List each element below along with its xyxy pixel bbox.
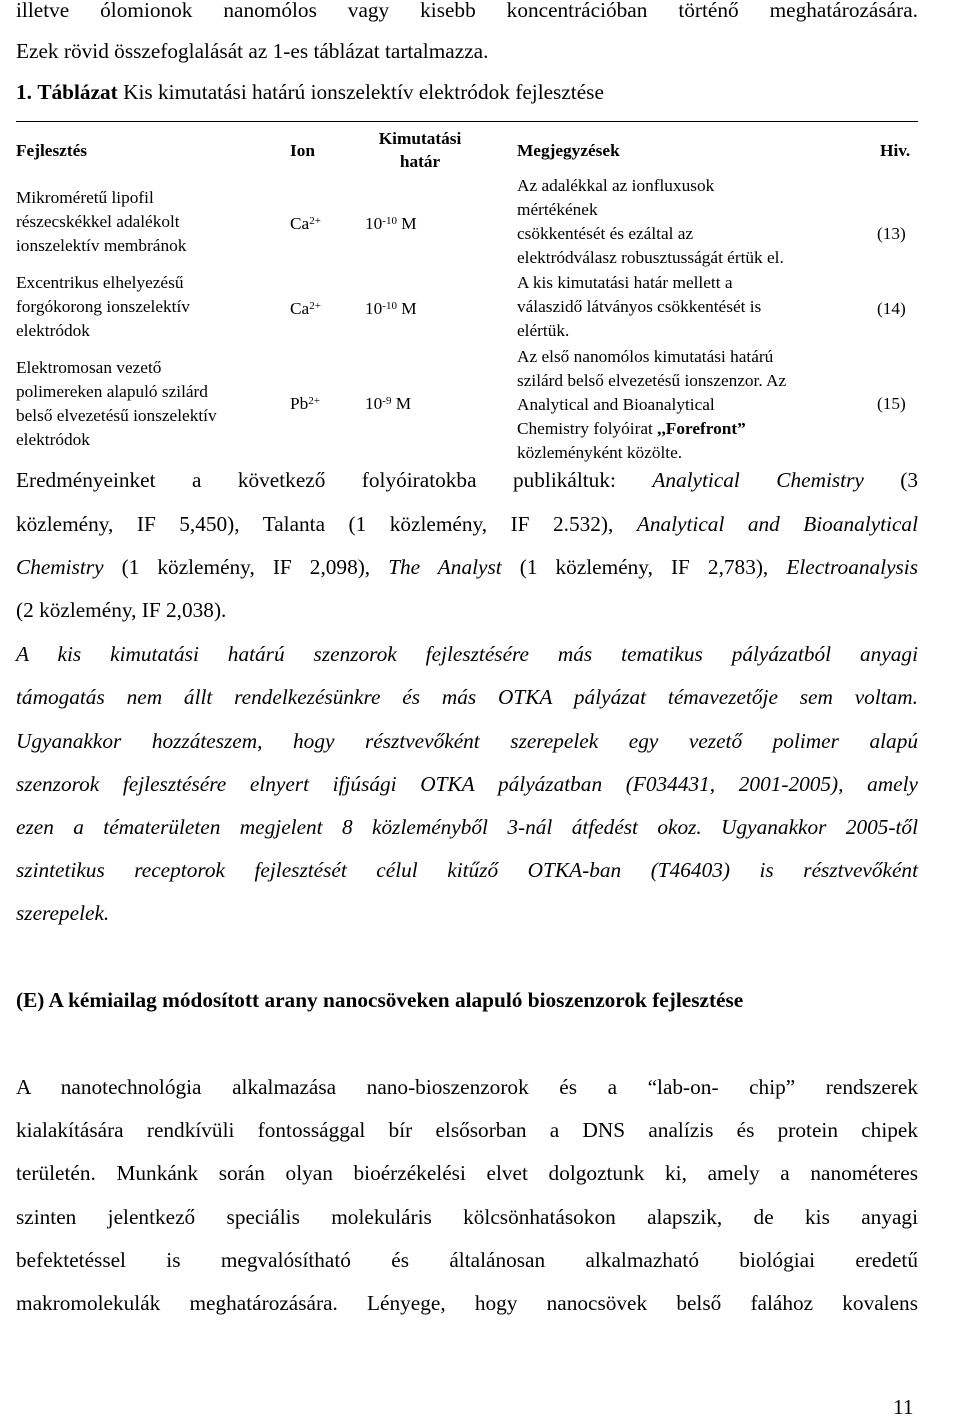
caption-label: Táblázat: [37, 80, 118, 104]
pub-line-2: közlemény, IF 5,450), Talanta (1 közlemény, IF 2.532), Analytical and Bioanalytical: [16, 512, 918, 536]
header-notes: Megjegyzések: [517, 141, 620, 160]
row2-note-2: válaszidő látványos csökkentését is: [517, 297, 762, 316]
row3-dev-3: belső elvezetésű ionszelektív: [16, 406, 217, 425]
italic-line-2: támogatás nem állt rendelkezésünkre és más OTKA pályázat témavezetője sem voltam.: [16, 685, 918, 709]
row3-note-5: közleményként közölte.: [517, 443, 683, 462]
caption-text: Kis kimutatási határú ionszelektív elektródok fejlesztése: [117, 80, 604, 104]
caption-num: 1.: [16, 80, 32, 104]
pub-line-4: (2 közlemény, IF 2,038).: [16, 598, 227, 622]
row2-note-3: elértük.: [517, 321, 570, 340]
row3-ref: (15): [877, 394, 906, 413]
row2-dev-2: forgókorong ionszelektív: [16, 297, 190, 316]
pub-line-3: Chemistry (1 közlemény, IF 2,098), The Analyst (1 közlemény, IF 2,783), Electroanalysis: [16, 555, 919, 579]
table-caption: [16, 80, 604, 105]
body-line-6: makromolekulák meghatározására. Lényege, hogy nanocsövek belső falához kovalens: [16, 1291, 918, 1315]
italic-line-7: szerepelek.: [16, 901, 110, 925]
body-line-4: szinten jelentkező speciális molekuláris kölcsönhatásokon alapszik, de kis anyagi: [16, 1205, 918, 1229]
row1-note-2: mértékének: [517, 200, 598, 219]
body-line-3: területén. Munkánk során olyan bioérzékelési elvet dolgoztunk ki, amely a nanométeres: [16, 1161, 918, 1185]
row1-dev-1: Mikroméretű lipofil: [16, 188, 154, 207]
row1-note-4: elektródválasz robusztusságát értük el.: [517, 248, 784, 267]
italic-line-3: Ugyanakkor hozzáteszem, hogy résztvevőként szerepelek egy vezető polimer alapú: [16, 729, 918, 753]
row2-dev-3: elektródok: [16, 321, 90, 340]
header-dev: Fejlesztés: [16, 141, 87, 160]
body-line-5: befektetéssel is megvalósítható és általánosan alkalmazható biológiai eredetű: [16, 1248, 918, 1272]
intro-line-2: Ezek rövid összefoglalását az 1-es táblázat tartalmazza.: [16, 39, 489, 63]
row2-note-1: A kis kimutatási határ mellett a: [517, 273, 733, 292]
header-limit-2: határ: [399, 152, 441, 171]
italic-line-1: A kis kimutatási határú szenzorok fejlesztésére más tematikus pályázatból anyagi: [16, 642, 918, 666]
row3-dev-4: elektródok: [16, 430, 90, 449]
header-ref: Hiv.: [880, 141, 911, 160]
row3-ion: $Pb^{2+}$: [290, 394, 320, 413]
row1-note-1: Az adalékkal az ionfluxusok: [517, 176, 715, 195]
italic-line-5: ezen a tématerületen megjelent 8 közleményből 3-nál átfedést okoz. Ugyanakkor 2005-től: [16, 815, 918, 839]
row1-ion: $Ca^{2+}$: [290, 214, 321, 233]
row3-dev-2: polimereken alapuló szilárd: [16, 382, 208, 401]
italic-line-4: szenzorok fejlesztésére elnyert ifjúsági OTKA pályázatban (F034431, 2001-2005), amely: [16, 772, 918, 796]
row3-dev-1: Elektromosan vezető: [16, 358, 162, 377]
row2-ref: (14): [877, 299, 906, 318]
row3-note-3: Analytical and Bioanalytical: [517, 395, 715, 414]
row2-ion: $Ca^{2+}$: [290, 299, 321, 318]
pub-line-1: Eredményeinket a következő folyóiratokba publikáltuk: Analytical Chemistry (3: [16, 468, 918, 492]
row1-ref: (13): [877, 224, 906, 243]
row3-note-1: Az első nanomólos kimutatási határú: [517, 347, 774, 366]
row2-dev-1: Excentrikus elhelyezésű: [16, 273, 184, 292]
row1-dev-2: részecskékkel adalékolt: [16, 212, 180, 231]
row3-note-2: szilárd belső elvezetésű ionszenzor. Az: [517, 371, 787, 390]
body-line-2: kialakítására rendkívüli fontossággal bír elsősorban a DNS analízis és protein chipek: [16, 1118, 918, 1142]
header-limit-1: Kimutatási: [378, 129, 462, 148]
row1-dev-3: ionszelektív membránok: [16, 236, 187, 255]
intro-line-1: illetve ólomionok nanomólos vagy kisebb koncentrációban történő meghatározására.: [16, 0, 918, 22]
row3-note-4: Chemistry folyóirat ,,Forefront”: [517, 419, 746, 438]
section-heading: (E) A kémiailag módosított arany nanocsöveken alapuló bioszenzorok fejlesztése: [16, 988, 744, 1012]
row1-limit: $10^{-10}$ M: [365, 214, 417, 233]
body-line-1: A nanotechnológia alkalmazása nano-bioszenzorok és a “lab-on- chip” rendszerek: [16, 1075, 918, 1099]
table-top-rule: [16, 121, 918, 122]
page-number: 11: [893, 1395, 914, 1419]
row2-limit: $10^{-10}$ M: [365, 299, 417, 318]
row3-limit: $10^{-9}$ M: [365, 394, 412, 413]
italic-line-6: szintetikus receptorok fejlesztését célul kitűző OTKA-ban (T46403) is résztvevőként: [16, 858, 918, 882]
header-ion: Ion: [290, 141, 315, 160]
row1-note-3: csökkentését és ezáltal az: [517, 224, 694, 243]
